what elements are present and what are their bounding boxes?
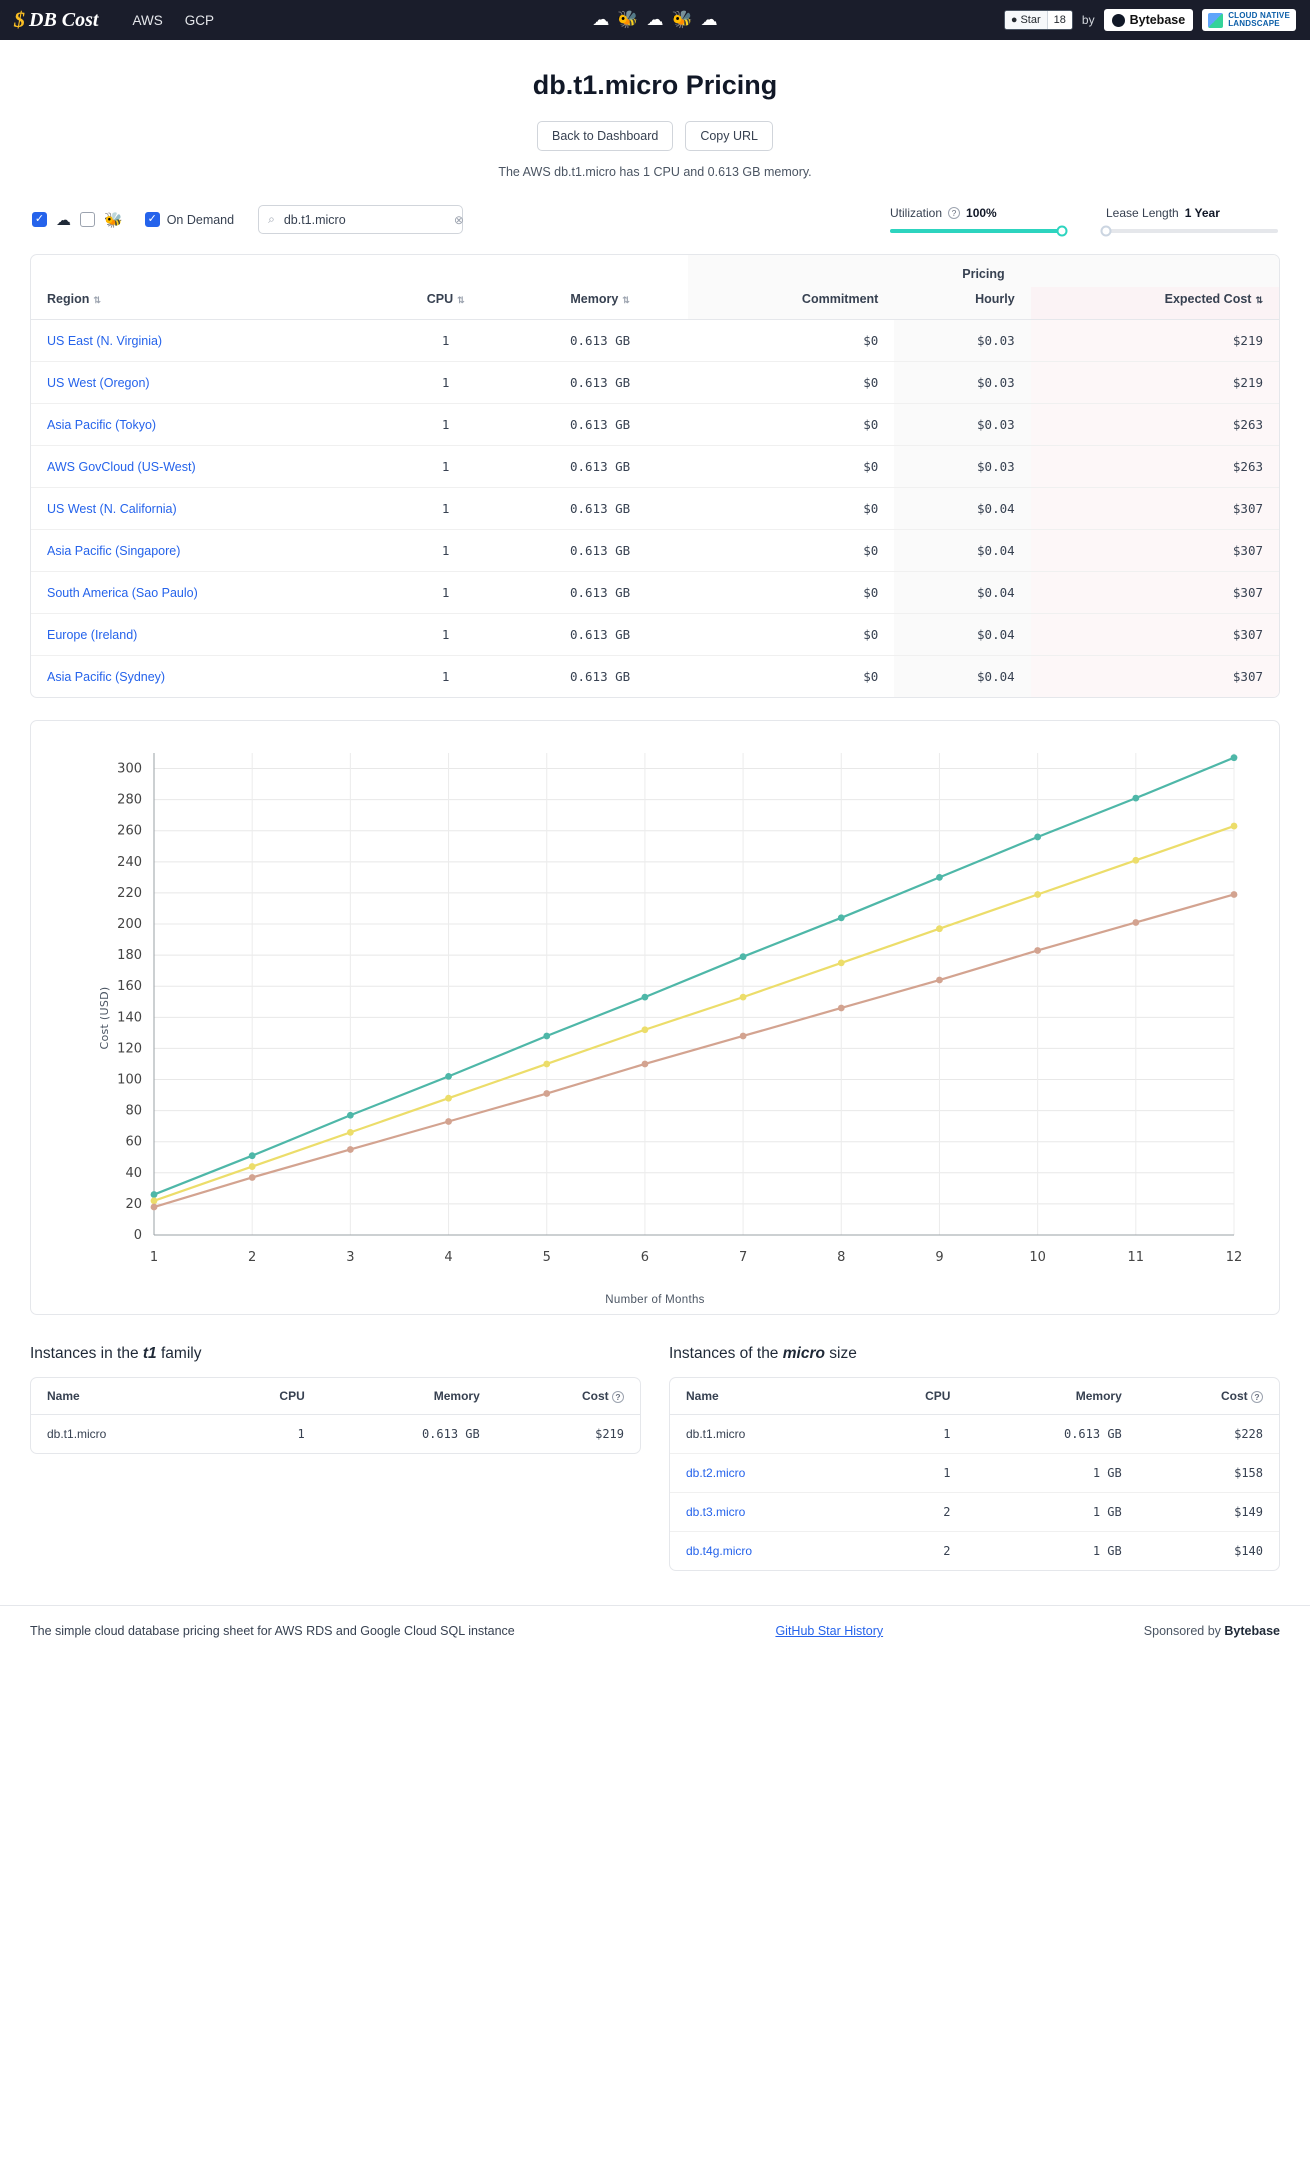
lease-length-value: 1 Year [1184,206,1220,220]
chart-data-point [1231,754,1238,761]
cell-region [31,656,379,698]
family-header-cost-label: Cost [581,1389,609,1403]
table-row [31,488,1279,530]
region-link[interactable]: US East (N. Virginia) [47,333,163,348]
chart-data-point [1231,891,1238,898]
table-row [670,1415,1279,1454]
region-link[interactable]: Asia Pacific (Singapore) [47,543,181,558]
region-link[interactable]: US West (Oregon) [47,375,150,390]
chart-data-point [838,960,845,967]
cell-name [670,1415,857,1454]
cloud-icon-2: ☁ [646,10,664,29]
table-row [31,614,1279,656]
chart-data-point [543,1033,550,1040]
bee-icon-2: 🐝 [671,10,693,29]
chart-data-point [249,1163,256,1170]
cell-hourly: $0.03 [894,404,1030,446]
search-icon: ⌕ [268,212,275,226]
size-header-cpu: CPU [857,1378,966,1415]
cell-region [31,446,379,488]
header-expected-cost[interactable] [1031,287,1279,320]
chart-data-point [151,1191,158,1198]
cell-expected-cost: $219 [1031,320,1279,362]
size-title-prefix: Instances of the [669,1345,783,1362]
footer-sponsor [1144,1624,1280,1638]
utilization-value: 100% [966,206,997,220]
chart-data-point [838,1005,845,1012]
cell-memory: 0.613 GB [569,669,631,684]
sort-icon-cpu: ⇅ [457,295,465,305]
cell-memory: 1 GB [966,1493,1137,1532]
family-header-cost [496,1378,640,1415]
cell-cpu: 2 [943,1544,951,1558]
sort-icon-region: ⇅ [93,295,101,305]
cell-cpu: 1 [379,488,512,530]
cell-memory: 0.613 GB [512,446,688,488]
table-row [670,1532,1279,1571]
chart-y-tick-label: 280 [117,792,142,808]
table-row [670,1493,1279,1532]
family-table-head [31,1378,640,1415]
chart-data-point [543,1061,550,1068]
grp-blank-region [31,255,379,287]
chart-data-point [642,994,649,1001]
cell-cpu: 1 [857,1415,966,1454]
header-button-row [0,121,1310,151]
cell-hourly: $0.04 [894,572,1030,614]
chart-data-point [936,925,943,932]
size-header-cost [1138,1378,1279,1415]
cell-cpu: 2 [857,1493,966,1532]
header-memory-label: Memory [570,292,619,306]
cell-cost: $149 [1138,1493,1279,1532]
chart-y-tick-label: 40 [125,1165,142,1181]
by-label: by [1081,13,1095,27]
chart-y-tick-label: 220 [117,885,142,901]
footer-sponsor-prefix: Sponsored by [1143,1624,1225,1638]
cell-region [31,614,379,656]
chart-y-tick-label: 180 [117,948,142,964]
search-input[interactable] [282,212,447,228]
chart-data-point [1132,919,1139,926]
chart-data-point [740,953,747,960]
lease-length-slider-knob[interactable] [1101,226,1112,237]
cell-commitment: $0 [688,488,894,530]
chart-data-point [249,1174,256,1181]
top-navbar [0,0,1310,40]
chart-data-point [740,994,747,1001]
cell-expected-cost: $307 [1031,656,1279,698]
bytebase-badge[interactable] [1104,9,1194,31]
cell-name [31,1415,209,1454]
cell-commitment: $0 [688,572,894,614]
header-hourly[interactable]: Hourly [894,287,1030,320]
region-link[interactable]: Europe (Ireland) [47,627,138,642]
size-instances-section [669,1345,1280,1571]
cell-memory: 0.613 GB [512,404,688,446]
github-star-badge[interactable] [1004,10,1073,30]
pricing-table-body [31,320,1279,698]
family-header-cpu: CPU [209,1378,321,1415]
lease-length-slider[interactable] [1106,229,1278,233]
bee-icon-1: 🐝 [617,10,639,29]
help-icon-utilization[interactable]: ? [948,207,960,219]
utilization-slider[interactable] [890,229,1062,233]
chart-series-line [154,758,1234,1195]
cell-expected-cost: $307 [1031,530,1279,572]
sort-icon-memory: ⇅ [622,295,630,305]
cncf-line-1: CLOUD NATIVE [1228,10,1290,20]
chart-y-tick-label: 160 [117,979,142,995]
utilization-slider-fill [890,229,1062,233]
chart-data-point [445,1095,452,1102]
nav-links [132,13,214,28]
cell-cost: $158 [1138,1454,1279,1493]
region-link[interactable]: US West (N. California) [47,501,177,516]
chart-data-point [1034,834,1041,841]
table-row [670,1454,1279,1493]
cell-commitment: $0 [688,362,894,404]
cell-expected-cost: $307 [1031,614,1279,656]
family-table-card [30,1377,641,1454]
chart-data-point [936,874,943,881]
chart-y-tick-label: 80 [125,1103,142,1119]
table-row [31,530,1279,572]
cell-region [31,488,379,530]
family-header-row [31,1378,640,1415]
chart-data-point [543,1090,550,1097]
cell-commitment: $0 [688,404,894,446]
chart-data-point [1034,891,1041,898]
lease-length-control [1106,206,1278,233]
family-title-suffix: family [156,1345,202,1362]
chart-x-tick-label: 8 [837,1250,846,1265]
cell-region [31,404,379,446]
table-row [31,320,1279,362]
pricing-table-card [30,254,1280,698]
size-title-suffix: size [824,1345,857,1362]
cell-hourly: $0.04 [894,488,1030,530]
grp-blank-memory [512,255,688,287]
cell-cost: $140 [1234,1544,1263,1558]
header-commitment[interactable]: Commitment [688,287,894,320]
family-table [31,1378,640,1453]
cell-cpu: 1 [379,614,512,656]
related-instances-row [30,1345,1280,1571]
utilization-label: Utilization [890,206,943,220]
github-icon-label [1005,11,1047,29]
chart-y-tick-label: 200 [117,917,142,933]
footer-description: The simple cloud database pricing sheet for AWS RDS and Google Cloud SQL instance [30,1624,515,1638]
cloud-icon-1: ☁ [592,10,610,29]
chart-y-tick-label: 20 [125,1196,142,1212]
utilization-control [890,206,1062,233]
github-star-label: Star [1020,14,1041,26]
family-title-prefix: Instances in the [30,1345,143,1362]
nav-link-gcp[interactable]: GCP [184,12,214,28]
chart-y-tick-label: 300 [117,761,142,777]
cell-commitment: $0 [863,669,879,684]
dollar-logo-icon: $ [14,7,25,32]
size-table-card [669,1377,1280,1571]
size-table-head [670,1378,1279,1415]
region-link[interactable]: South America (Sao Paulo) [47,585,198,600]
cell-expected-cost: $263 [1031,404,1279,446]
footer-star-history-link[interactable] [775,1624,883,1638]
cell-expected-cost: $307 [1031,572,1279,614]
cncf-icon [1208,13,1223,28]
cell-cpu: 1 [379,362,512,404]
cell-memory: 0.613 GB [966,1415,1137,1454]
cell-hourly: $0.04 [894,530,1030,572]
chart-x-tick-label: 10 [1029,1250,1046,1265]
family-header-name: Name [31,1378,209,1415]
chart-x-tick-label: 5 [542,1250,551,1265]
utilization-label-row [890,206,1062,220]
footer-sponsor-brand[interactable]: Bytebase [1224,1624,1280,1638]
cell-commitment: $0 [688,530,894,572]
back-to-dashboard-button[interactable]: Back to Dashboard [537,121,673,151]
pricing-group-label: Pricing [688,255,1279,287]
chart-x-tick-label: 1 [149,1250,159,1265]
chart-x-tick-label: 2 [248,1250,257,1265]
search-box[interactable] [258,205,463,234]
cncf-line-2: LANDSCAPE [1228,19,1280,28]
chart-data-point [1132,795,1139,802]
page-title: db.t1.micro Pricing [532,70,778,100]
cell-region [31,530,379,572]
header-cpu[interactable] [379,287,512,320]
chart-series-line [154,826,1234,1201]
cell-expected-cost: $219 [1031,362,1279,404]
cloud-icon-3: ☁ [700,10,718,29]
size-header-row [670,1378,1279,1415]
copy-url-button[interactable]: Copy URL [685,121,773,151]
chart-x-tick-label: 3 [346,1250,355,1265]
chart-data-point [347,1112,354,1119]
cell-expected-cost: $307 [1031,488,1279,530]
chart-data-point [151,1197,158,1204]
cell-memory: 0.613 GB [512,572,688,614]
chart-data-point [740,1033,747,1040]
on-demand-checkbox[interactable] [145,212,160,227]
cell-hourly: $0.03 [894,320,1030,362]
clear-search-icon[interactable]: ⊗ [453,212,464,227]
cell-hourly: $0.04 [894,614,1030,656]
sort-icon-expected-cost: ⇅ [1255,295,1263,305]
bytebase-label: Bytebase [1129,13,1186,27]
instance-link[interactable]: db.t2.micro [686,1466,746,1480]
page-subtitle: The AWS db.t1.micro has 1 CPU and 0.613 GB memory. [498,165,812,179]
size-title-em: micro [782,1345,825,1362]
cell-name [670,1532,857,1571]
family-header-memory: Memory [321,1378,496,1415]
cell-memory: 0.613 GB [512,488,688,530]
help-icon-family-cost[interactable]: ? [612,1391,624,1403]
chart-x-tick-label: 12 [1225,1250,1243,1265]
instance-name: db.t1.micro [47,1427,107,1441]
cell-cpu: 1 [297,1427,305,1441]
help-icon-size-cost[interactable]: ? [1251,1391,1263,1403]
cell-name [670,1454,857,1493]
chart-series-line [154,894,1234,1207]
chart-data-point [642,1061,649,1068]
family-section-title [30,1345,641,1363]
chart-x-tick-label: 4 [444,1250,453,1265]
table-row [31,446,1279,488]
pricing-table [31,255,1279,697]
family-title-em: t1 [142,1345,157,1362]
instance-name: db.t1.micro [686,1427,746,1441]
cell-region [31,572,379,614]
chart-y-tick-label: 100 [117,1072,142,1088]
cost-chart-card [30,720,1280,1315]
cell-commitment: $0 [688,320,894,362]
chart-data-point [445,1118,452,1125]
cell-cpu: 1 [379,530,512,572]
chart-y-tick-label: 140 [117,1010,142,1026]
chart-data-point [642,1026,649,1033]
cell-cpu: 1 [379,446,512,488]
cncf-landscape-badge[interactable] [1202,9,1296,31]
github-star-history-link[interactable]: GitHub Star History [775,1624,884,1638]
family-instances-section [30,1345,641,1571]
cloud-provider-icons [592,10,717,30]
table-row [31,656,1279,698]
chart-data-point [1034,947,1041,954]
on-demand-label: On Demand [166,212,235,227]
aws-provider-checkbox[interactable] [32,212,47,227]
brand-name: DB Cost [29,8,99,31]
cost-chart-wrapper [39,735,1271,1300]
nav-link-aws[interactable]: AWS [132,12,163,28]
region-link[interactable]: Asia Pacific (Sydney) [47,669,166,684]
cell-cpu: 1 [379,404,512,446]
chart-data-point [151,1204,158,1211]
chart-data-point [936,977,943,984]
size-header-name: Name [670,1378,857,1415]
cell-hourly: $0.03 [894,446,1030,488]
chart-y-tick-label: 60 [125,1134,142,1150]
cell-memory: 0.613 GB [512,614,688,656]
chart-x-tick-label: 11 [1127,1250,1145,1265]
filter-bar [30,205,1280,234]
page-footer [0,1605,1310,1660]
cell-memory: 0.613 GB [512,530,688,572]
lease-label-row [1106,206,1278,220]
size-header-memory: Memory [966,1378,1137,1415]
chart-y-tick-label: 120 [117,1041,142,1057]
chart-y-tick-label: 240 [117,854,142,870]
pricing-table-head [31,255,1279,320]
github-icon: ● [1010,14,1018,26]
cell-cpu: 1 [857,1454,966,1493]
chart-x-tick-label: 7 [738,1250,748,1265]
chart-x-tick-label: 6 [640,1250,650,1265]
aws-cloud-icon: ☁ [56,211,71,229]
header-memory[interactable] [512,287,688,320]
grp-blank-cpu [379,255,512,287]
region-link[interactable]: AWS GovCloud (US-West) [47,459,196,474]
chart-y-tick-label: 0 [133,1228,142,1243]
size-table-body [670,1415,1279,1571]
size-section-title [669,1345,1280,1363]
chart-y-tick-label: 260 [117,823,142,839]
instance-link[interactable]: db.t4g.micro [686,1544,753,1558]
cell-cost: $219 [595,1427,624,1441]
header-expected-cost-label: Expected Cost [1164,292,1252,306]
cell-region [31,320,379,362]
table-row [31,404,1279,446]
pricing-group-header-row [31,255,1279,287]
region-link[interactable]: Asia Pacific (Tokyo) [47,417,157,432]
chart-data-point [1132,857,1139,864]
provider-filter-group [32,211,123,229]
header-cpu-label: CPU [426,292,454,306]
chart-data-point [445,1073,452,1080]
cell-region [31,362,379,404]
chart-x-axis-label: Number of Months [605,1294,705,1306]
family-table-body [31,1415,640,1454]
cell-cost: $228 [1138,1415,1279,1454]
cell-memory: 1 GB [1092,1544,1122,1558]
table-row [31,572,1279,614]
brand-logo[interactable] [14,7,98,33]
header-region[interactable] [31,287,379,320]
cell-memory: 1 GB [966,1454,1137,1493]
instance-link[interactable]: db.t3.micro [686,1505,746,1519]
cell-name [670,1493,857,1532]
size-header-cost-label: Cost [1220,1389,1248,1403]
cell-memory: 0.613 GB [512,320,688,362]
cell-memory: 0.613 GB [512,362,688,404]
cell-commitment: $0 [688,614,894,656]
github-star-count: 18 [1047,11,1072,29]
cell-commitment: $0 [688,446,894,488]
size-table [670,1378,1279,1570]
header-region-label: Region [47,292,90,306]
cell-expected-cost: $263 [1031,446,1279,488]
utilization-slider-knob[interactable] [1057,226,1068,237]
chart-data-point [838,914,845,921]
chart-x-tick-label: 9 [935,1250,944,1265]
lease-length-label: Lease Length [1106,206,1179,220]
chart-data-point [249,1152,256,1159]
pricing-header-row [31,287,1279,320]
nav-right-group [1004,9,1296,31]
cell-hourly: $0.04 [894,656,1030,698]
on-demand-filter[interactable] [145,212,234,227]
table-row [31,1415,640,1454]
cell-memory: 0.613 GB [421,1427,480,1441]
gcp-bee-icon: 🐝 [104,211,123,229]
chart-data-point [1231,823,1238,830]
slider-controls [890,206,1278,233]
cell-cpu: 1 [379,572,512,614]
cell-cpu: 1 [379,320,512,362]
gcp-provider-checkbox[interactable] [80,212,95,227]
table-row [31,362,1279,404]
cell-hourly: $0.03 [894,362,1030,404]
cncf-text [1228,12,1290,29]
cell-cpu: 1 [441,669,450,684]
cost-chart [39,735,1273,1295]
chart-data-point [347,1129,354,1136]
chart-y-axis-label: Cost (USD) [98,985,112,1050]
bytebase-icon [1112,14,1125,27]
chart-data-point [347,1146,354,1153]
